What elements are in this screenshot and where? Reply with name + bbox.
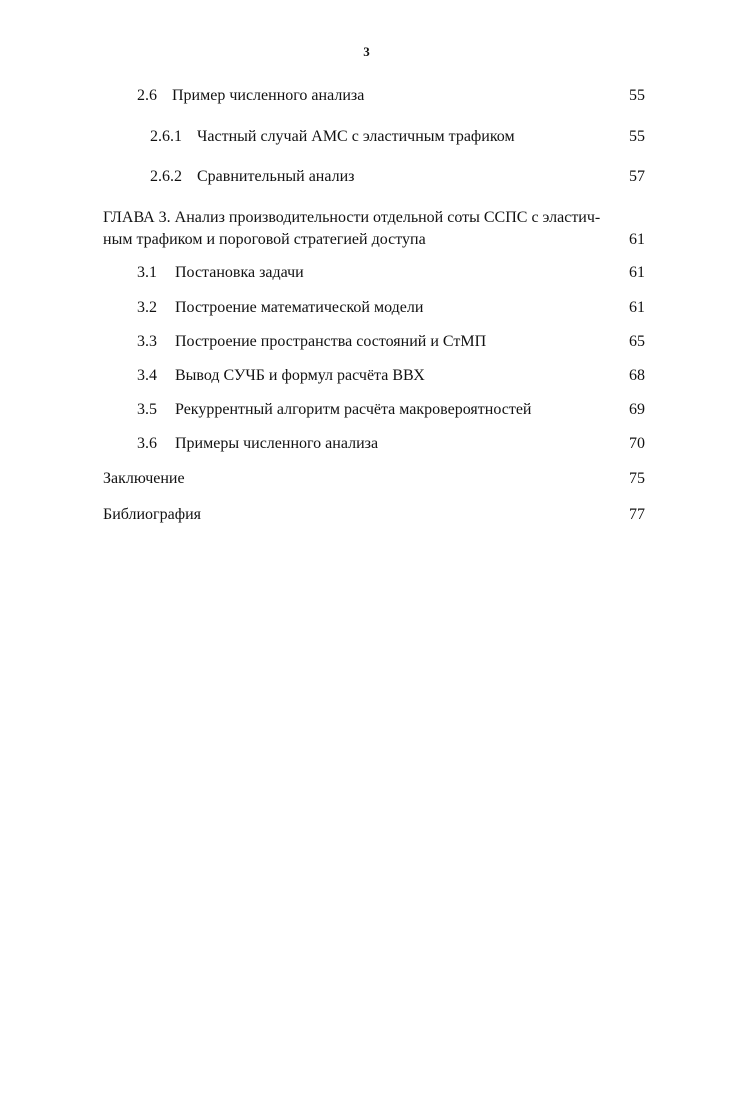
toc-chapter-3[interactable] — [103, 207, 645, 251]
toc-entry-page: 69 — [629, 401, 645, 418]
toc-entry-page: 77 — [629, 506, 645, 523]
toc-entry-title: Библиография — [103, 506, 201, 523]
toc-entry-page: 57 — [629, 168, 645, 185]
toc-entry-title: Постановка задачи — [175, 264, 304, 281]
toc-entry-page: 61 — [629, 299, 645, 316]
toc-entry-page: 55 — [629, 87, 645, 104]
toc-entry-title: Частный случай АМС с эластичным трафиком — [197, 128, 515, 145]
toc-entry-page: 61 — [629, 264, 645, 281]
toc-entry-title: Пример численного анализа — [172, 87, 365, 104]
toc-entry-title: Рекуррентный алгоритм расчёта макровероятностей — [175, 401, 532, 418]
toc-entry-number: 3.1 — [137, 264, 157, 281]
toc-entry-number: 2.6 — [137, 87, 157, 104]
toc-entry-number: 3.4 — [137, 367, 157, 384]
toc-entry-page: 65 — [629, 333, 645, 350]
chapter-title-line2: ным трафиком и пороговой стратегией доступа — [103, 231, 426, 248]
toc-entry-title: Примеры численного анализа — [175, 435, 379, 452]
toc-entry-number: 3.5 — [137, 401, 157, 418]
toc-entry-title: Вывод СУЧБ и формул расчёта ВВХ — [175, 367, 425, 384]
toc-entry-number: 3.3 — [137, 333, 157, 350]
toc-entry-number: 2.6.1 — [150, 128, 182, 145]
toc-entry-title: Построение математической модели — [175, 299, 424, 316]
toc-entry-page: 68 — [629, 367, 645, 384]
toc-entry-title: Сравнительный анализ — [197, 168, 355, 185]
toc-entry-number: 3.6 — [137, 435, 157, 452]
toc-entry-number: 3.2 — [137, 299, 157, 316]
toc-entry-page: 61 — [629, 231, 645, 248]
toc-entry-title: Построение пространства состояний и СтМП — [175, 333, 487, 350]
toc-entry-page: 75 — [629, 470, 645, 487]
page-number: 3 — [363, 44, 370, 59]
toc-entry-title: Заключение — [103, 470, 185, 487]
chapter-title-line1: ГЛАВА 3. Анализ производительности отдельной соты ССПС с эластич- — [103, 209, 601, 226]
toc-entry-number: 2.6.2 — [150, 168, 182, 185]
toc-entry-page: 55 — [629, 128, 645, 145]
toc-entry-page: 70 — [629, 435, 645, 452]
